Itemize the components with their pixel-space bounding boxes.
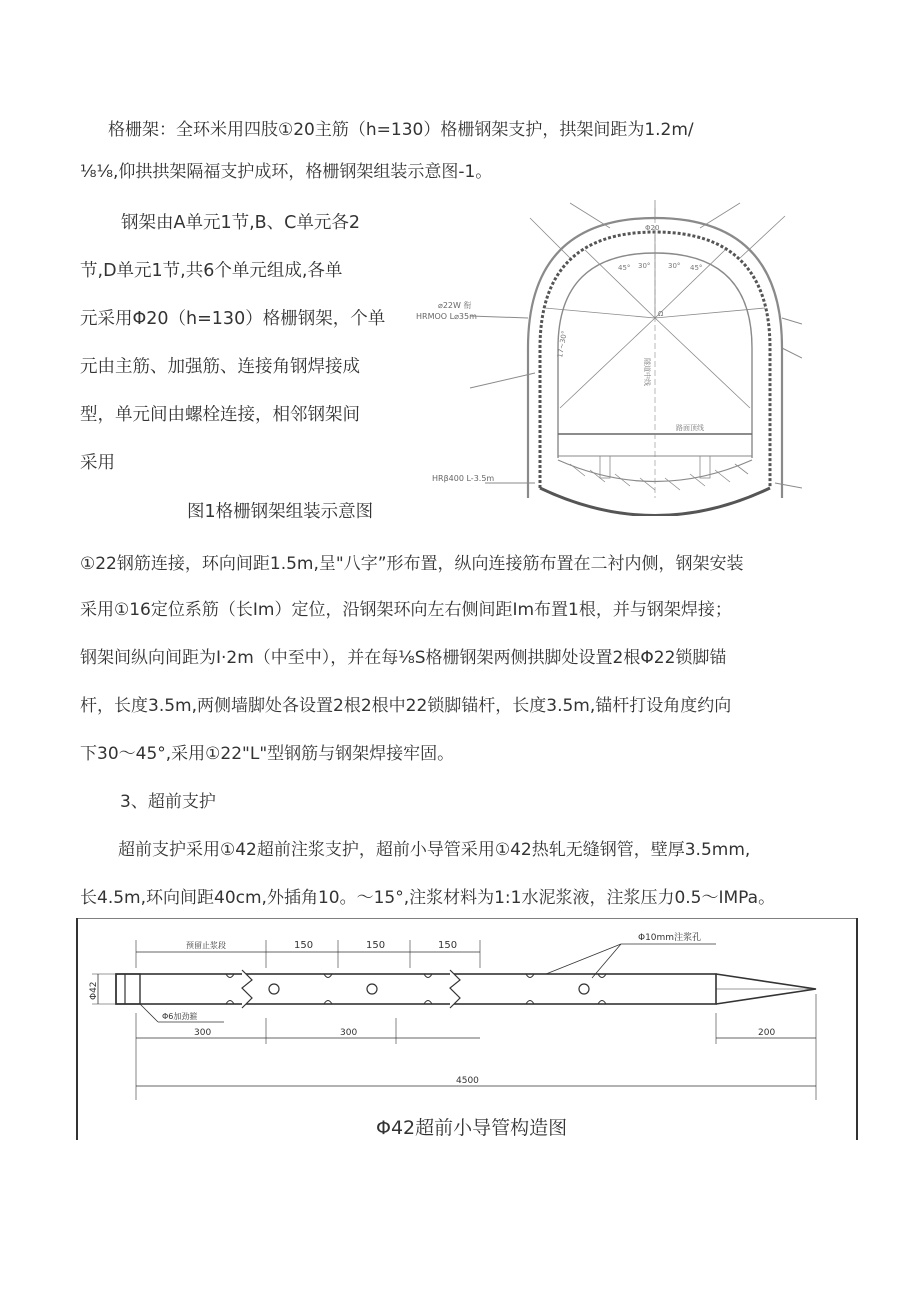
dim-top: 150 <box>294 940 314 951</box>
paragraph-3-line: 超前支护采用①42超前注浆支护，超前小导管采用①42热轧无缝钢管，壁厚3.5mm, <box>118 840 751 860</box>
paragraph-1-line-1: 格栅架：全环米用四肢①20主筋（h=130）格栅钢架支护，拱架间距为1.2m/ <box>108 120 694 140</box>
dim-total: 4500 <box>456 1076 479 1086</box>
dim-bottom: 300 <box>194 1028 212 1038</box>
side-text-line: 元由主筋、加强筋、连接角钢焊接成 <box>80 357 360 377</box>
conduit-figure <box>76 918 858 1140</box>
figure-1-caption: 图1格栅钢架组装示意图 <box>187 502 374 522</box>
conduit-drawing <box>76 918 858 1140</box>
tunnel-section-drawing <box>410 198 802 516</box>
figure-label-mid: HRMOO L⌀35m <box>416 312 477 321</box>
figure-2-title: Φ42超前小导管构造图 <box>376 1117 568 1139</box>
reserved-section-label: 预留止浆段 <box>186 941 226 950</box>
figure-label-top: ⌀22W 衔 <box>438 301 472 310</box>
road-label: 路面顶线 <box>676 424 704 432</box>
dim-top: 150 <box>366 940 386 951</box>
angle-label: 30° <box>638 262 651 270</box>
side-text-line: 采用 <box>80 453 115 473</box>
side-text-line: 型，单元间由螺栓连接，相邻钢架间 <box>80 405 360 425</box>
paragraph-1-line-2: ⅛⅛,仰拱拱架隔福支护成环，格栅钢架组装示意图-1。 <box>80 162 493 182</box>
side-text-line: 元采用Φ20（h=130）格栅钢架，个单 <box>80 309 386 329</box>
grid-frame-figure <box>410 198 802 516</box>
paragraph-2-line: 杆，长度3.5m,两侧墙脚处各设置2根2根中22锁脚锚杆，长度3.5m,锚杆打设角度约向 <box>80 696 732 716</box>
grout-hole-label: Φ10mm注浆孔 <box>638 933 702 943</box>
diameter-label: Φ42 <box>89 981 99 1000</box>
dim-bottom: 200 <box>758 1028 776 1038</box>
paragraph-2-line: 钢架间纵向间距为I·2m（中至中），并在每⅛S格栅钢架两侧拱脚处设置2根Φ22锁脚锚 <box>80 648 727 668</box>
angle-label: Ω <box>658 310 664 318</box>
paragraph-2-line: 下30〜45°,采用①22"L"型钢筋与钢架焊接牢固。 <box>80 744 455 764</box>
angle-label: Φ20 <box>645 224 660 232</box>
paragraph-2-line: 采用①16定位系筋（长Im）定位，沿钢架环向左右侧间距Im布置1根，并与钢架焊接； <box>80 600 732 620</box>
dim-top: 150 <box>438 940 458 951</box>
angle-label: 45° <box>618 264 631 272</box>
figure-label-bottom: HRβ400 L-3.5m <box>432 474 495 483</box>
side-text-line: 节,D单元1节,共6个单元组成,各单 <box>80 261 343 281</box>
angle-label: 45° <box>690 264 703 272</box>
angle-label: 17~30° <box>556 330 569 359</box>
stiffener-ring-label: Φ6加劲箍 <box>162 1012 198 1021</box>
dim-bottom: 300 <box>340 1028 358 1038</box>
side-text-line: 钢架由A单元1节,B、C单元各2 <box>121 213 361 233</box>
centerline-label: 隧道中线 <box>643 358 651 386</box>
paragraph-3-line: 长4.5m,环向间距40cm,外插角10。〜15°,注浆材料为1:1水泥浆液，注浆压力0.5〜IMPa。 <box>80 888 776 908</box>
section-heading: 3、超前支护 <box>120 792 216 812</box>
angle-label: 30° <box>668 262 681 270</box>
paragraph-2-line: ①22钢筋连接，环向间距1.5m,呈"八字”形布置，纵向连接筋布置在二衬内侧，钢架安装 <box>80 554 744 574</box>
conduit-pipe <box>116 974 716 1004</box>
